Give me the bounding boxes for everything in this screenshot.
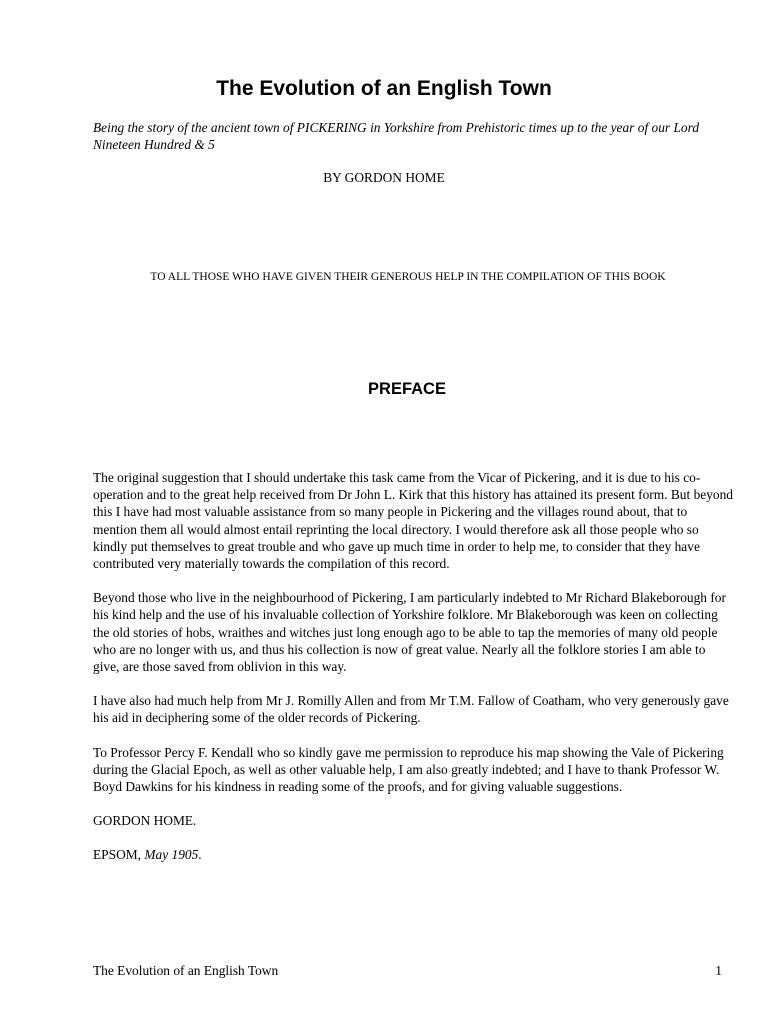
author-byline: BY GORDON HOME xyxy=(323,170,445,185)
preface-paragraph-1: The original suggestion that I should undertake this task came from the Vicar of Pickering, and it is due to his co-operation and to the great help received from Dr John L. Kirk that this history has attained its present form. But beyond this I have had most valuable assistance from so many people in Pickering and the villages round about, that to mention them all would almost entail reprinting the local directory. I would therefore ask all those people who so kindly put themselves to great trouble and who gave up much time in order to help me, to consider that they have contributed very materially towards the compilation of this record. xyxy=(93,470,733,572)
place: EPSOM, xyxy=(93,847,141,863)
date-suffix: . xyxy=(198,847,202,863)
place-date-line xyxy=(93,846,733,863)
preface-paragraph-2: Beyond those who live in the neighbourhood of Pickering, I am particularly indebted to Mr Richard Blakeborough for his kind help and the use of his invaluable collection of Yorkshire folklore. Mr Blakeborough was keen on collecting the old stories of hobs, wraithes and witches just long enough ago to be able to tap the memories of many old people who are no longer with us, and thus his collection is now of great value. Nearly all the folklore stories I am able to give, are those saved from oblivion in this way. xyxy=(93,590,726,675)
preface-body xyxy=(93,469,733,881)
document-subtitle: Being the story of the ancient town of PICKERING in Yorkshire from Prehistoric times up to the year of our Lord Nineteen Hundred & 5 xyxy=(93,120,700,152)
preface-paragraph-4: To Professor Percy F. Kendall who so kindly gave me permission to reproduce his map showing the Vale of Pickering during the Glacial Epoch, as well as other valuable help, I am also greatly indebted; and I have to thank Professor W. Boyd Dawkins for his kindness in reading some of the proofs, and for giving valuable suggestions. xyxy=(93,744,724,795)
preface-heading: PREFACE xyxy=(368,380,446,398)
document-title: The Evolution of an English Town xyxy=(216,77,552,100)
preface-paragraph-3: I have also had much help from Mr J. Romilly Allen and from Mr T.M. Fallow of Coatham, who very generously gave his aid in deciphering some of the older records of Pickering. xyxy=(93,693,729,726)
signature: GORDON HOME. xyxy=(93,813,197,829)
page-number: 1 xyxy=(715,963,722,978)
dedication: TO ALL THOSE WHO HAVE GIVEN THEIR GENEROUS HELP IN THE COMPILATION OF THIS BOOK xyxy=(150,271,666,283)
date: May 1905 xyxy=(144,847,199,863)
footer-running-title: The Evolution of an English Town xyxy=(93,963,279,978)
